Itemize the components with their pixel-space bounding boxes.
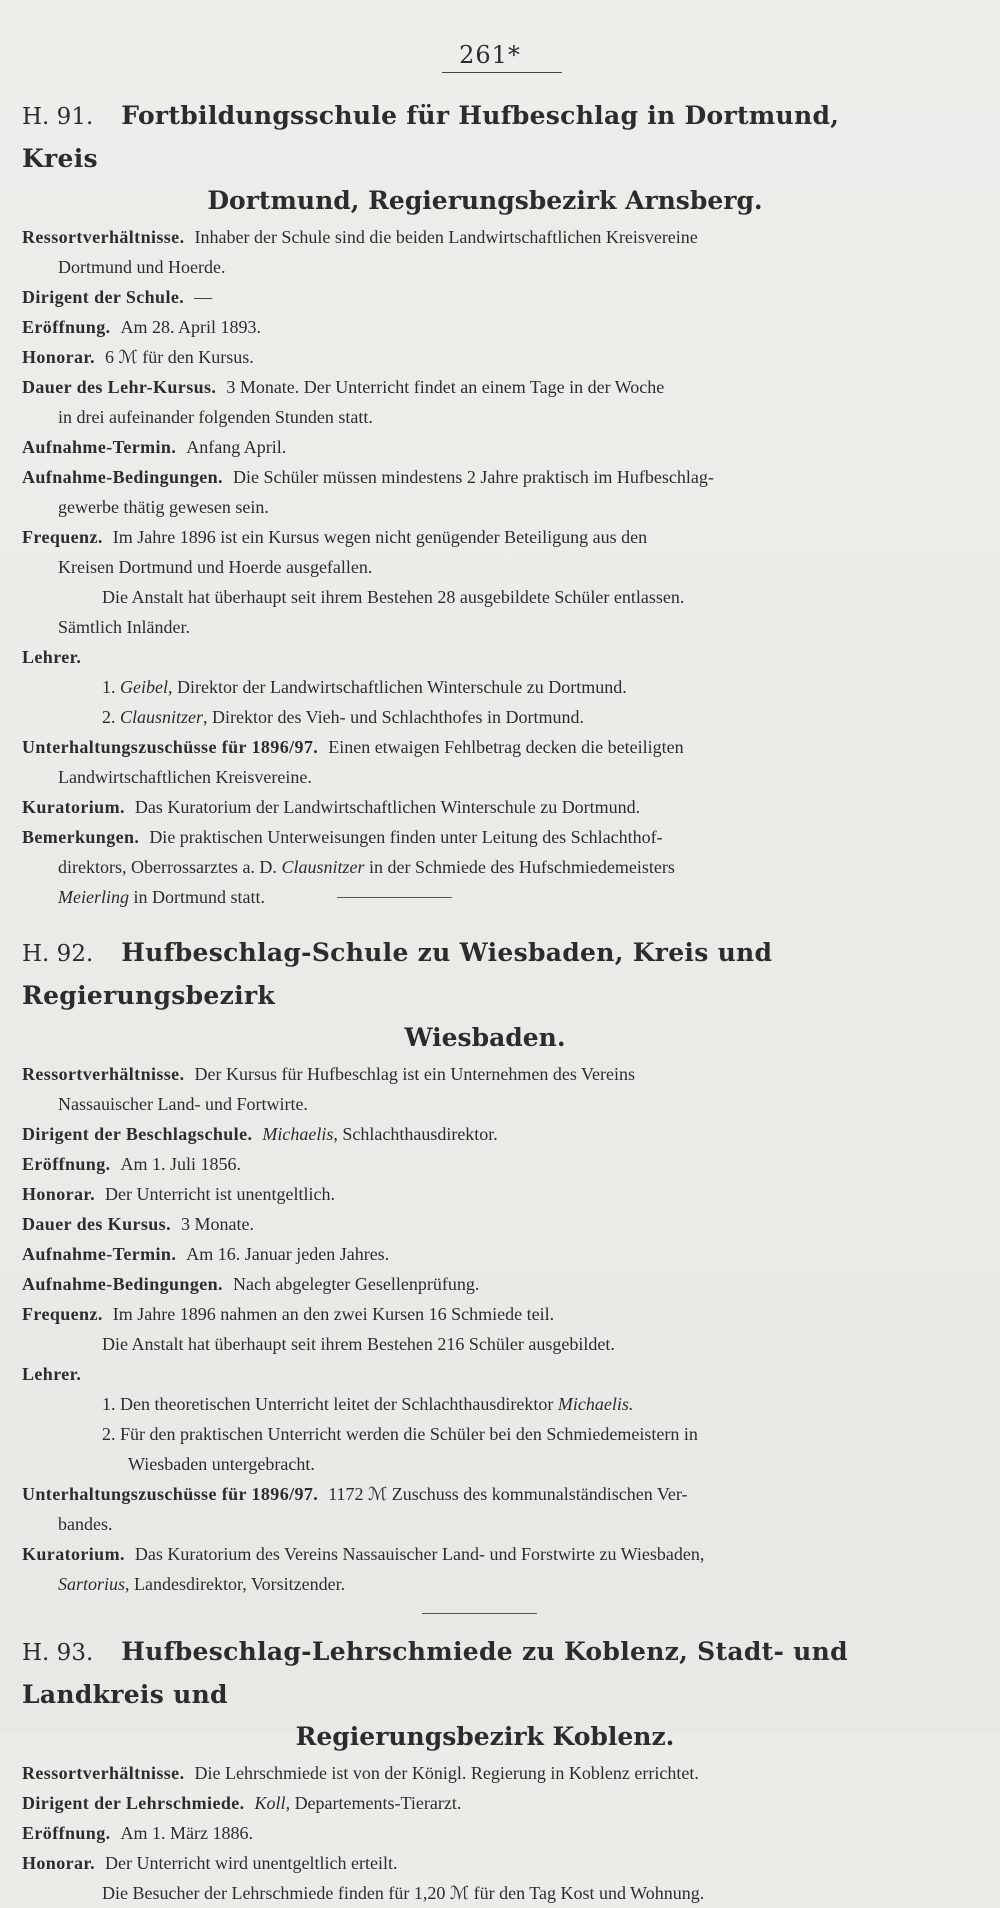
list-item: [22, 672, 908, 702]
field-label: Ressortverhältnisse.: [22, 227, 185, 247]
field-label: Dirigent der Lehrschmiede.: [22, 1793, 245, 1813]
field-text: in Dortmund statt.: [133, 887, 265, 907]
field-label: Lehrer.: [22, 647, 82, 667]
paragraph: Die Anstalt hat überhaupt seit ihrem Bestehen 216 Schüler ausgebildet.: [102, 1334, 615, 1354]
section-title-line-1: Fortbildungsschule für Hufbeschlag in Dortmund, Kreis: [22, 101, 840, 173]
field-label: Unterhaltungszuschüsse für 1896/97.: [22, 737, 319, 757]
person-name: Clausnitzer: [120, 707, 204, 727]
field-text: Inhaber der Schule sind die beiden Landwirtschaftlichen Kreisvereine: [194, 227, 698, 247]
field-text-continued: Landwirtschaftlichen Kreisvereine.: [58, 767, 312, 787]
section-heading-h93: [22, 1631, 908, 1758]
section-code: H. 93.: [22, 1640, 94, 1666]
section-body-h92: [22, 1059, 908, 1625]
list-number: 1.: [102, 1394, 116, 1414]
field-text: 1172 ℳ Zuschuss des kommunalständischen Ver-: [328, 1484, 688, 1504]
person-name: Geibel: [120, 677, 168, 697]
person-name: Meierling: [58, 887, 129, 907]
section-code: H. 91.: [22, 104, 94, 130]
page-number-rule: [442, 72, 562, 73]
field-text: Der Unterricht wird unentgeltlich erteilt.: [105, 1853, 398, 1873]
field-text: in der Schmiede des Hufschmiedemeisters: [368, 857, 675, 877]
field-text: 3 Monate.: [181, 1214, 254, 1234]
field-text: , Direktor der Landwirtschaftlichen Winterschule zu Dortmund.: [167, 677, 627, 697]
field-text-continued: Wiesbaden untergebracht.: [128, 1454, 315, 1474]
field-text-continued: gewerbe thätig gewesen sein.: [58, 497, 269, 517]
field-label: Ressortverhältnisse.: [22, 1763, 185, 1783]
field-label: Eröffnung.: [22, 317, 111, 337]
field-label: Honorar.: [22, 1853, 96, 1873]
field-text: , Direktor des Vieh- und Schlachthofes in Dortmund.: [203, 707, 585, 727]
field-text: Am 1. März 1886.: [120, 1823, 253, 1843]
paragraph: Die Besucher der Lehrschmiede finden für 1,20 ℳ für den Tag Kost und Wohnung.: [102, 1883, 705, 1903]
paragraph: Die Anstalt hat überhaupt seit ihrem Bestehen 28 ausgebildete Schüler entlassen.: [102, 587, 685, 607]
field-label: Dirigent der Schule.: [22, 287, 185, 307]
field-text: , Landesdirektor, Vorsitzender.: [125, 1574, 346, 1594]
field-label: Eröffnung.: [22, 1823, 111, 1843]
person-name: Koll: [254, 1793, 286, 1813]
field-text: Die praktischen Unterweisungen finden unter Leitung des Schlachthof-: [149, 827, 663, 847]
field-label: Frequenz.: [22, 527, 103, 547]
field-label: Unterhaltungszuschüsse für 1896/97.: [22, 1484, 319, 1504]
field-label: Kuratorium.: [22, 797, 125, 817]
field-label: Aufnahme-Bedingungen.: [22, 1274, 223, 1294]
list-number: 2.: [102, 707, 116, 727]
field-text: Den theoretischen Unterricht leitet der Schlachthausdirektor: [120, 1394, 554, 1414]
field-text: 3 Monate. Der Unterricht findet an einem Tage in der Woche: [226, 377, 665, 397]
list-item: [22, 1419, 908, 1449]
field-label: Bemerkungen.: [22, 827, 140, 847]
field-text-continued: Kreisen Dortmund und Hoerde ausgefallen.: [58, 557, 373, 577]
field-text: Nach abgelegter Gesellenprüfung.: [232, 1274, 480, 1294]
field-text: Am 28. April 1893.: [120, 317, 262, 337]
field-text: Das Kuratorium der Landwirtschaftlichen Winterschule zu Dortmund.: [134, 797, 641, 817]
section-divider: [337, 897, 452, 898]
field-label: Aufnahme-Termin.: [22, 1244, 177, 1264]
field-label: Honorar.: [22, 347, 96, 367]
list-item: [22, 1389, 908, 1419]
field-text: , Departements-Tierarzt.: [285, 1793, 462, 1813]
person-name: Clausnitzer: [281, 857, 365, 877]
field-text-continued: Nassauischer Land- und Fortwirte.: [58, 1094, 308, 1114]
section-title-line-1: Hufbeschlag-Lehrschmiede zu Koblenz, Stadt- und Landkreis und: [22, 1637, 848, 1709]
field-text: Der Unterricht ist unentgeltlich.: [105, 1184, 335, 1204]
field-text: Der Kursus für Hufbeschlag ist ein Unternehmen des Vereins: [194, 1064, 636, 1084]
section-code: H. 92.: [22, 941, 94, 967]
section-title-line-1: Hufbeschlag-Schule zu Wiesbaden, Kreis und Regierungsbezirk: [22, 938, 773, 1010]
field-text-continued: Sämtlich Inländer.: [58, 617, 190, 637]
section-divider: [422, 1613, 537, 1614]
field-text: , Schlachthausdirektor.: [333, 1124, 498, 1144]
list-item: [22, 702, 908, 732]
field-label: Dirigent der Beschlagschule.: [22, 1124, 253, 1144]
list-number: 2.: [102, 1424, 116, 1444]
field-text: Am 1. Juli 1856.: [120, 1154, 242, 1174]
person-name: Michaelis.: [557, 1394, 634, 1414]
person-name: Michaelis: [262, 1124, 334, 1144]
field-label: Dauer des Lehr-Kursus.: [22, 377, 217, 397]
field-label: Eröffnung.: [22, 1154, 111, 1174]
section-heading-h91: [22, 95, 908, 222]
field-label: Ressortverhältnisse.: [22, 1064, 185, 1084]
field-text: Einen etwaigen Fehlbetrag decken die beteiligten: [328, 737, 684, 757]
field-text: —: [194, 287, 213, 307]
field-text-continued: bandes.: [58, 1514, 113, 1534]
field-label: Aufnahme-Bedingungen.: [22, 467, 223, 487]
section-body-h91: [22, 222, 908, 912]
page-number: 261*: [459, 41, 521, 69]
field-label: Lehrer.: [22, 1364, 82, 1384]
field-text-continued: in drei aufeinander folgenden Stunden statt.: [58, 407, 373, 427]
field-text: 6 ℳ für den Kursus.: [105, 347, 254, 367]
field-label: Honorar.: [22, 1184, 96, 1204]
field-text: direktors, Oberrossarztes a. D.: [58, 857, 277, 877]
field-text: Das Kuratorium des Vereins Nassauischer Land- und Forstwirte zu Wiesbaden,: [134, 1544, 705, 1564]
section-title-line-2: Regierungsbezirk Koblenz.: [295, 1722, 675, 1751]
field-text-continued: Dortmund und Hoerde.: [58, 257, 226, 277]
field-text: Im Jahre 1896 nahmen an den zwei Kursen 16 Schmiede teil.: [112, 1304, 555, 1324]
person-name: Sartorius: [58, 1574, 126, 1594]
field-text: Im Jahre 1896 ist ein Kursus wegen nicht genügender Beteiligung aus den: [112, 527, 648, 547]
field-text: Die Lehrschmiede ist von der Königl. Regierung in Koblenz errichtet.: [194, 1763, 699, 1783]
section-body-h93: [22, 1758, 908, 1908]
field-text: Anfang April.: [186, 437, 287, 457]
field-label: Dauer des Kursus.: [22, 1214, 171, 1234]
field-text: Die Schüler müssen mindestens 2 Jahre praktisch im Hufbeschlag-: [232, 467, 714, 487]
field-text: Am 16. Januar jeden Jahres.: [186, 1244, 390, 1264]
section-title-line-2: Wiesbaden.: [404, 1023, 566, 1052]
field-label: Frequenz.: [22, 1304, 103, 1324]
field-label: Kuratorium.: [22, 1544, 125, 1564]
section-heading-h92: [22, 932, 908, 1059]
field-text: Für den praktischen Unterricht werden die Schüler bei den Schmiedemeistern in: [120, 1424, 698, 1444]
list-number: 1.: [102, 677, 116, 697]
section-title-line-2: Dortmund, Regierungsbezirk Arnsberg.: [207, 186, 763, 215]
field-label: Aufnahme-Termin.: [22, 437, 177, 457]
